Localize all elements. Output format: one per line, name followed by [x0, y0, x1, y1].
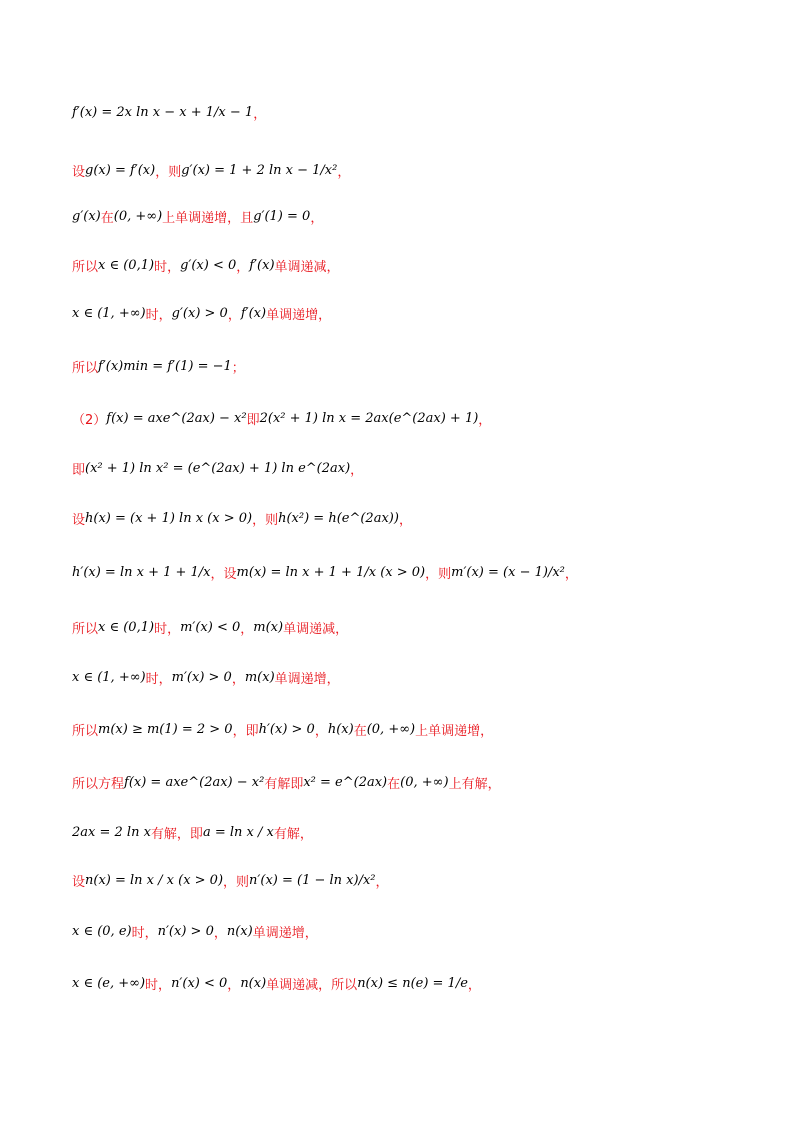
chinese-text: 时，	[145, 977, 172, 993]
chinese-text: 时，	[145, 671, 172, 687]
chinese-text: ，	[253, 106, 267, 122]
math-expression: h′(x) > 0	[258, 721, 315, 737]
math-expression: g′(x) < 0	[180, 257, 237, 273]
chinese-text: 上单调递增，且	[162, 210, 254, 226]
math-expression: h(x²) = h(e^(2ax))	[278, 510, 399, 526]
math-expression: (0, +∞)	[113, 208, 163, 224]
chinese-text: ，	[314, 723, 328, 739]
chinese-text: ，则	[252, 512, 279, 528]
solution-line	[72, 498, 760, 538]
chinese-text: ，	[375, 874, 389, 890]
math-expression: x² = e^(2ax)	[303, 774, 388, 790]
chinese-text: 所以方程	[72, 776, 125, 792]
solution-line	[72, 196, 760, 236]
math-expression: m(x)	[253, 619, 284, 635]
math-expression: n′(x) > 0	[157, 923, 214, 939]
math-expression: f(x) = axe^(2ax) − x²	[106, 410, 247, 426]
chinese-text: 单调递减，所以	[266, 977, 358, 993]
math-expression: (0, +∞)	[400, 774, 449, 790]
chinese-text: 设	[72, 874, 86, 890]
chinese-text: 单调递增，	[252, 925, 318, 941]
chinese-text: 单调递减，	[274, 259, 340, 275]
math-expression: 2ax = 2 ln x	[72, 824, 151, 840]
math-expression: x ∈ (0,1)	[98, 257, 155, 273]
chinese-text: 在	[353, 723, 367, 739]
chinese-text: ，	[227, 307, 241, 323]
math-expression: g′(x) = 1 + 2 ln x − 1/x²	[181, 162, 338, 178]
math-expression: n(x)	[240, 975, 267, 991]
math-expression: m′(x) = (x − 1)/x²	[451, 564, 565, 580]
chinese-text: 上有解，	[448, 776, 501, 792]
chinese-text: 所以	[72, 360, 99, 376]
math-expression: (0, +∞)	[366, 721, 416, 737]
math-expression: x ∈ (1, +∞)	[72, 669, 146, 685]
chinese-text: 设	[72, 164, 86, 180]
math-expression: g′(x) > 0	[171, 305, 228, 321]
chinese-text: 即	[72, 462, 86, 478]
chinese-text: ，则	[425, 566, 452, 582]
chinese-text: ，	[231, 671, 245, 687]
chinese-text: 时，	[131, 925, 158, 941]
math-expression: n(x) = ln x / x (x > 0)	[85, 872, 224, 888]
math-expression: x ∈ (0,1)	[98, 619, 155, 635]
math-expression: m′(x) > 0	[171, 669, 232, 685]
math-expression: g(x) = f′(x)	[85, 162, 156, 178]
solution-line	[72, 92, 760, 132]
solution-line	[72, 552, 760, 592]
math-expression: x ∈ (1, +∞)	[72, 305, 146, 321]
math-expression: f′(x) = 2x ln x − x + 1/x − 1	[72, 104, 254, 120]
chinese-text: ，	[350, 462, 364, 478]
solution-line	[72, 709, 760, 749]
math-expression: n(x) ≤ n(e) = 1/e	[357, 975, 468, 991]
solution-line	[72, 963, 760, 1003]
chinese-text: ，	[564, 566, 578, 582]
math-expression: h′(x) = ln x + 1 + 1/x	[72, 564, 211, 580]
chinese-text: ，	[478, 412, 492, 428]
math-expression: a = ln x / x	[202, 824, 274, 840]
chinese-text: 单调递增，	[274, 671, 340, 687]
chinese-text: 所以	[72, 259, 99, 275]
math-expression: n′(x) = (1 − ln x)/x²	[249, 872, 376, 888]
chinese-text: 有解即	[264, 776, 304, 792]
chinese-text: 单调递增，	[266, 307, 332, 323]
solution-line	[72, 657, 760, 697]
solution-line	[72, 911, 760, 951]
chinese-text: ，	[213, 925, 227, 941]
chinese-text: 在	[100, 210, 114, 226]
math-expression: m′(x) < 0	[180, 619, 241, 635]
chinese-text: 上单调递增，	[415, 723, 494, 739]
solution-line	[72, 398, 760, 438]
math-expression: x ∈ (e, +∞)	[72, 975, 146, 991]
math-expression: f(x) = axe^(2ax) − x²	[124, 774, 265, 790]
math-expression: (x² + 1) ln x² = (e^(2ax) + 1) ln e^(2ax)	[85, 460, 351, 476]
solution-line	[72, 245, 760, 285]
chinese-text: ，	[227, 977, 241, 993]
solution-line	[72, 762, 760, 802]
math-expression: 2(x² + 1) ln x = 2ax(e^(2ax) + 1)	[259, 410, 479, 426]
math-expression: f′(x)	[249, 257, 275, 273]
math-expression: m(x) = ln x + 1 + 1/x (x > 0)	[236, 564, 426, 580]
math-expression: g′(x)	[72, 208, 101, 224]
chinese-text: 时，	[154, 259, 181, 275]
solution-line	[72, 607, 760, 647]
math-expression: m(x)	[244, 669, 275, 685]
solution-line	[72, 448, 760, 488]
chinese-text: 有解，即	[150, 826, 203, 842]
chinese-text: 时，	[145, 307, 172, 323]
math-expression: h(x)	[327, 721, 354, 737]
chinese-text: ，设	[210, 566, 237, 582]
chinese-text: ；	[231, 360, 245, 376]
chinese-text: ，	[236, 259, 250, 275]
math-expression: g′(1) = 0	[253, 208, 311, 224]
solution-line	[72, 860, 760, 900]
chinese-text: 单调递减，	[283, 621, 349, 637]
math-expression: m(x) ≥ m(1) = 2 > 0	[98, 721, 233, 737]
chinese-text: 所以	[72, 621, 99, 637]
solution-line	[72, 346, 760, 386]
solution-line	[72, 812, 760, 852]
chinese-text: ，即	[232, 723, 259, 739]
math-expression: f′(x)min = f′(1) = −1	[98, 358, 232, 374]
chinese-text: ，	[337, 164, 351, 180]
chinese-text: ，	[310, 210, 324, 226]
chinese-text: ，	[240, 621, 254, 637]
chinese-text: 所以	[72, 723, 99, 739]
chinese-text: 在	[387, 776, 401, 792]
solution-line	[72, 293, 760, 333]
chinese-text: 有解，	[273, 826, 313, 842]
math-expression: n′(x) < 0	[171, 975, 228, 991]
math-expression: f′(x)	[240, 305, 267, 321]
chinese-text: 时，	[154, 621, 181, 637]
chinese-text: （2）	[72, 412, 107, 428]
math-expression: n(x)	[226, 923, 253, 939]
chinese-text: 设	[72, 512, 86, 528]
chinese-text: ，则	[223, 874, 250, 890]
chinese-text: ，	[398, 512, 412, 528]
chinese-text: ，则	[155, 164, 182, 180]
math-expression: x ∈ (0, e)	[72, 923, 132, 939]
chinese-text: 即	[246, 412, 260, 428]
chinese-text: ，	[467, 977, 481, 993]
solution-line	[72, 150, 760, 190]
math-expression: h(x) = (x + 1) ln x (x > 0)	[85, 510, 253, 526]
